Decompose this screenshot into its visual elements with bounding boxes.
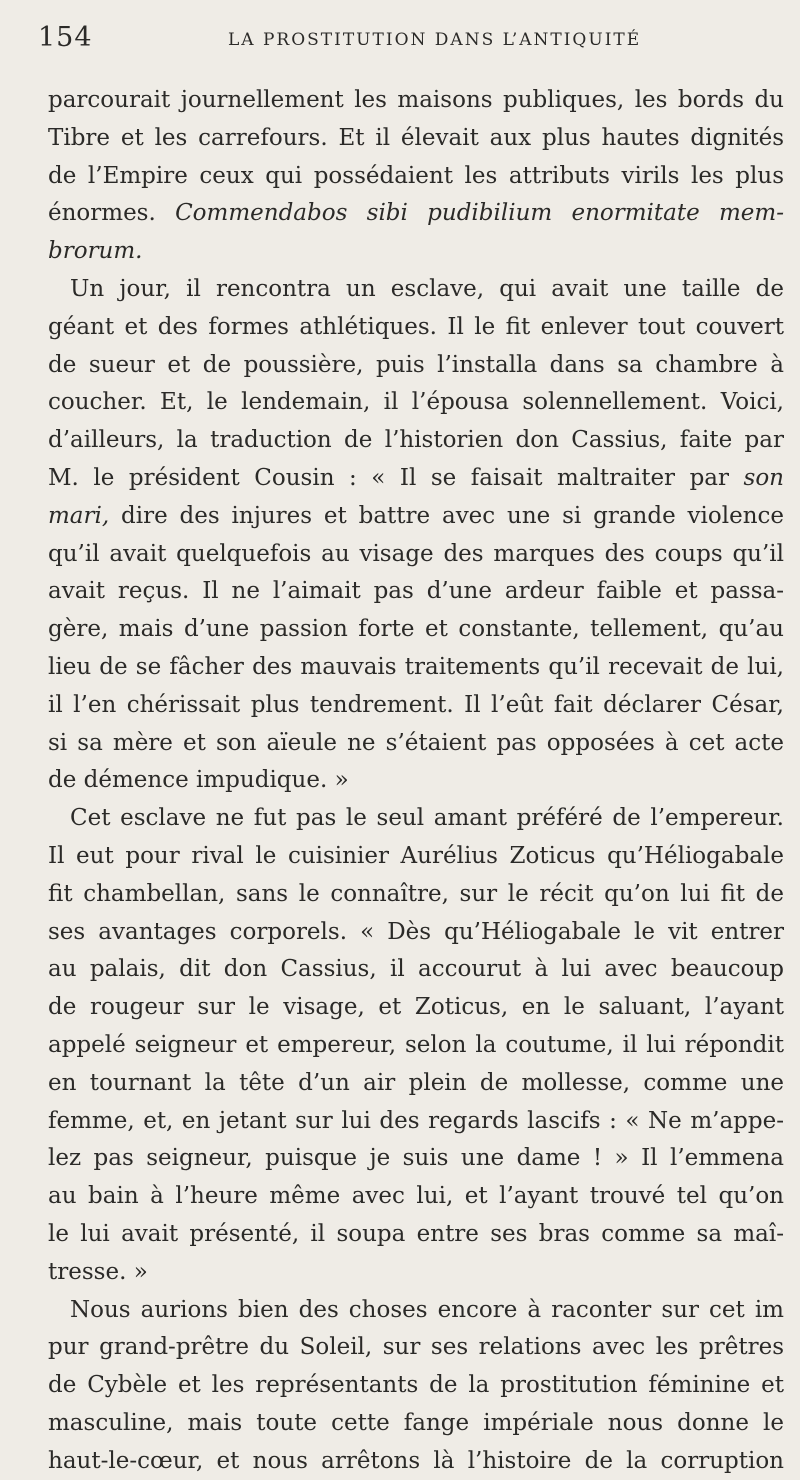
italic-span: mari,: [48, 502, 110, 529]
text-line: [48, 1443, 784, 1480]
text-line: [48, 1292, 784, 1330]
text-line: [48, 309, 784, 347]
text-line: [48, 1103, 784, 1141]
line-text: Cet esclave ne fut pas le seul amant préféré de l’empereur.: [70, 805, 784, 832]
text-line: [48, 1367, 784, 1405]
line-text: tresse. »: [48, 1258, 148, 1285]
line-text: ses avantages corporels. « Dès qu’Héliogabale le vit entrer: [48, 918, 784, 945]
text-line: [48, 725, 784, 763]
text-line: [48, 762, 784, 800]
line-text: qu’il avait quelquefois au visage des marques des coups qu’il: [48, 540, 784, 567]
line-text: dire des injures et battre avec une si grande violence: [109, 502, 784, 529]
text-line: [48, 1405, 784, 1443]
line-text: parcourait journellement les maisons publiques, les bords du: [48, 87, 784, 113]
text-line: [48, 1140, 784, 1178]
line-text: de démence impudique. »: [48, 767, 349, 794]
line-text: brorum.: [48, 238, 143, 265]
line-text: Nous aurions bien des choses encore à raconter sur cet im: [70, 1296, 784, 1323]
text-line: [48, 1216, 784, 1254]
text-line: [48, 347, 784, 385]
text-line: [48, 876, 784, 914]
line-text: au palais, dit don Cassius, il accourut à lui avec beaucoup: [48, 956, 784, 983]
line-text: femme, et, en jetant sur lui des regards lascifs : « Ne m’appe-: [48, 1107, 784, 1134]
text-line: [48, 384, 784, 422]
line-text: fit chambellan, sans le connaître, sur le récit qu’on lui fit de: [48, 880, 784, 907]
text-line: [48, 498, 784, 536]
line-text: lez pas seigneur, puisque je suis une dame ! » Il l’emmena: [48, 1145, 784, 1172]
text-line: [48, 120, 784, 158]
text-line: [48, 233, 784, 271]
line-text: le lui avait présenté, il soupa entre ses bras comme sa maî-: [48, 1220, 784, 1247]
text-line: [48, 914, 784, 952]
text-line: [48, 1065, 784, 1103]
page-header: [38, 22, 760, 58]
text-line: [48, 158, 784, 196]
text-line: [48, 649, 784, 687]
text-line: [48, 422, 784, 460]
text-line: [48, 989, 784, 1027]
body-text: [48, 82, 784, 1480]
line-text: il l’en chérissait plus tendrement. Il l’eût fait déclarer César,: [48, 691, 784, 718]
text-line: [48, 460, 784, 498]
line-text: appelé seigneur et empereur, selon la coutume, il lui répondit: [48, 1031, 784, 1058]
line-text: Tibre et les carrefours. Et il élevait aux plus hautes dignités: [48, 124, 784, 151]
text-line: [48, 1254, 784, 1292]
line-text: de sueur et de poussière, puis l’installa dans sa chambre à: [48, 351, 784, 378]
text-line: [48, 1329, 784, 1367]
line-text: géant et des formes athlétiques. Il le fit enlever tout couvert: [48, 313, 784, 340]
text-line: [48, 82, 784, 120]
text-line: [48, 271, 784, 309]
line-text: masculine, mais toute cette fange impériale nous donne le: [48, 1409, 784, 1436]
text-line: [48, 838, 784, 876]
text-line: [48, 536, 784, 574]
line-text: de l’Empire ceux qui possédaient les attributs virils les plus: [48, 162, 784, 189]
line-text: d’ailleurs, la traduction de l’historien don Cassius, faite par: [48, 427, 784, 454]
text-line: [48, 573, 784, 611]
line-text: Un jour, il rencontra un esclave, qui avait une taille de: [70, 275, 784, 302]
running-title: LA PROSTITUTION DANS L’ANTIQUITÉ: [228, 30, 642, 50]
text-line: [48, 800, 784, 838]
line-text: Il eut pour rival le cuisinier Aurélius Zoticus qu’Héliogabale: [48, 842, 784, 869]
line-text: lieu de se fâcher des mauvais traitements qu’il recevait de lui,: [48, 653, 784, 680]
line-text: en tournant la tête d’un air plein de mollesse, comme une: [48, 1069, 784, 1096]
line-text: haut-le-cœur, et nous arrêtons là l’histoire de la corruption: [48, 1447, 784, 1474]
line-text: pur grand-prêtre du Soleil, sur ses relations avec les prêtres: [48, 1334, 784, 1361]
italic-span: Commendabos sibi pudibilium enormitate mem-: [175, 200, 784, 227]
line-text: gère, mais d’une passion forte et constante, tellement, qu’au: [48, 616, 784, 643]
line-text: coucher. Et, le lendemain, il l’épousa solennellement. Voici,: [48, 389, 784, 416]
italic-span: son: [743, 464, 784, 491]
line-text: si sa mère et son aïeule ne s’étaient pas opposées à cet acte: [48, 729, 784, 756]
page-number: 154: [38, 22, 93, 53]
text-line: [48, 951, 784, 989]
text-line: [48, 1178, 784, 1216]
text-line: [48, 1027, 784, 1065]
text-line: [48, 195, 784, 233]
line-text: de Cybèle et les représentants de la prostitution féminine et: [48, 1372, 784, 1399]
line-text: de rougeur sur le visage, et Zoticus, en le saluant, l’ayant: [48, 994, 784, 1021]
line-text: énormes.: [48, 200, 176, 227]
line-text: M. le président Cousin : « Il se faisait maltraiter par: [48, 464, 744, 491]
line-text: au bain à l’heure même avec lui, et l’ayant trouvé tel qu’on: [48, 1183, 784, 1210]
text-line: [48, 687, 784, 725]
text-line: [48, 611, 784, 649]
line-text: avait reçus. Il ne l’aimait pas d’une ardeur faible et passa-: [48, 578, 784, 605]
